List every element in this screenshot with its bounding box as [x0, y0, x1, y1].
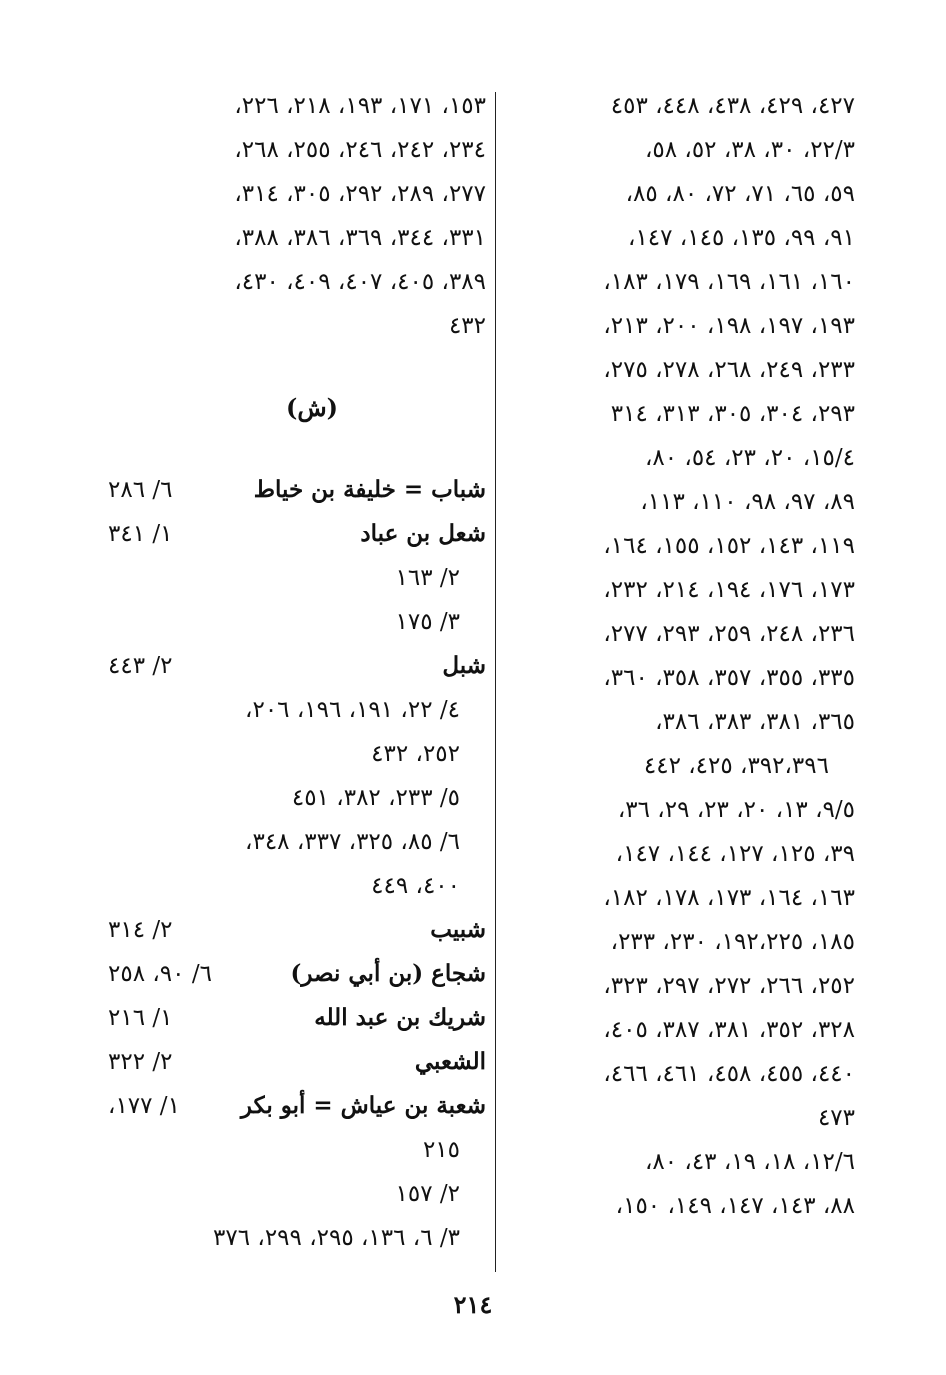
index-entry	[108, 644, 486, 688]
index-line: ١٥/٤، ٢٠، ٢٣، ٥٤، ٨٠،	[644, 445, 855, 471]
entry-ref: ٦/ ٢٨٦	[108, 477, 173, 503]
index-line: ٥٩، ٦٥، ٧١، ٧٢، ٨٠، ٨٥،	[625, 181, 855, 207]
index-line: ٣٢٨، ٣٥٢، ٣٨١، ٣٨٧، ٤٠٥،	[603, 1017, 855, 1043]
index-line: ٢٥٢، ٤٣٢	[371, 741, 460, 767]
index-line: ٣/ ٦، ١٣٦، ٢٩٥، ٢٩٩، ٣٧٦	[213, 1225, 460, 1251]
index-line: ٦/ ٨٥، ٣٢٥، ٣٣٧، ٣٤٨،	[245, 829, 460, 855]
entry-ref: ٢/ ٤٤٣	[108, 653, 173, 679]
section-heading: (ش)	[285, 393, 338, 422]
entry-name: شعل بن عباد	[360, 520, 486, 547]
index-line: ١١٩، ١٤٣، ١٥٢، ١٥٥، ١٦٤،	[603, 533, 855, 559]
index-line: ١٧٣، ١٧٦، ١٩٤، ٢١٤، ٢٣٢،	[603, 577, 855, 603]
index-entry	[108, 908, 486, 952]
index-line: ٤/ ٢٢، ١٩١، ١٩٦، ٢٠٦،	[245, 697, 460, 723]
right-column	[503, 84, 855, 1228]
entry-name: شعبة بن عياش = أبو بكر	[240, 1092, 486, 1119]
left-column	[108, 84, 486, 1260]
index-line: ٣٩٢،٣٩٦، ٤٢٥، ٤٤٢	[643, 753, 829, 779]
index-line: ١٩٣، ١٩٧، ١٩٨، ٢٠٠، ٢١٣،	[603, 313, 855, 339]
entry-name: شجاع (بن أبي نصر)	[290, 960, 486, 987]
index-line: ٨٩، ٩٧، ٩٨، ١١٠، ١١٣،	[640, 489, 855, 515]
page-number: ٢١٤	[453, 1290, 493, 1319]
entry-ref: ٢/ ٣٢٢	[108, 1049, 173, 1075]
index-line: ٣٣١، ٣٤٤، ٣٦٩، ٣٨٦، ٣٨٨،	[234, 225, 486, 251]
index-line: ٢٧٧، ٢٨٩، ٢٩٢، ٣٠٥، ٣١٤،	[234, 181, 486, 207]
index-line: ٣٦٥، ٣٨١، ٣٨٣، ٣٨٦،	[655, 709, 855, 735]
index-line: ٥/ ٢٣٣، ٣٨٢، ٤٥١	[291, 785, 460, 811]
index-entry	[108, 468, 486, 512]
index-line: ١٦٠، ١٦١، ١٦٩، ١٧٩، ١٨٣،	[603, 269, 855, 295]
index-line: ١٥٣، ١٧١، ١٩٣، ٢١٨، ٢٢٦،	[234, 93, 486, 119]
entry-ref: ٢/ ٣١٤	[108, 917, 173, 943]
index-line: ٣٣٥، ٣٥٥، ٣٥٧، ٣٥٨، ٣٦٠،	[603, 665, 855, 691]
entry-name: شريك بن عبد الله	[314, 1004, 486, 1031]
index-line: ٤٤٠، ٤٥٥، ٤٥٨، ٤٦١، ٤٦٦،	[603, 1061, 855, 1087]
index-line: ٢/ ١٥٧	[395, 1181, 460, 1207]
index-line: ١٨٥، ١٩٢،٢٢٥، ٢٣٠، ٢٣٣،	[610, 929, 855, 955]
index-line: ٤٠٠، ٤٤٩	[371, 873, 460, 899]
index-line: ٤٧٣	[817, 1105, 855, 1131]
entry-name: الشعبي	[414, 1048, 486, 1075]
index-line: ٢٩٣، ٣٠٤، ٣٠٥، ٣١٣، ٣١٤	[610, 401, 855, 427]
index-entry	[108, 952, 486, 996]
index-line: ٤٣٢	[448, 313, 486, 339]
index-line: ٢٢/٣، ٣٠، ٣٨، ٥٢، ٥٨،	[644, 137, 855, 163]
index-line: ٩١، ٩٩، ١٣٥، ١٤٥، ١٤٧،	[628, 225, 855, 251]
entry-name: شباب = خليفة بن خياط	[253, 476, 486, 503]
index-entry	[108, 1084, 486, 1128]
index-line: ٢٥٢، ٢٦٦، ٢٧٢، ٢٩٧، ٣٢٣،	[603, 973, 855, 999]
entry-name: شبل	[442, 652, 486, 679]
entry-ref: ١/ ٣٤١	[108, 521, 173, 547]
index-line: ٢١٥	[422, 1137, 460, 1163]
entry-ref: ١/ ١٧٧،	[108, 1093, 180, 1119]
index-line: ٢٣٤، ٢٤٢، ٢٤٦، ٢٥٥، ٢٦٨،	[234, 137, 486, 163]
index-line: ٨٨، ١٤٣، ١٤٧، ١٤٩، ١٥٠،	[615, 1193, 855, 1219]
index-line: ١٢/٦، ١٨، ١٩، ٤٣، ٨٠،	[644, 1149, 855, 1175]
index-entry	[108, 512, 486, 556]
index-line: ٤٢٧، ٤٢٩، ٤٣٨، ٤٤٨، ٤٥٣	[610, 93, 855, 119]
entry-ref: ١/ ٢١٦	[108, 1005, 173, 1031]
index-entry	[108, 1040, 486, 1084]
index-line: ٣/ ١٧٥	[395, 609, 460, 635]
column-divider	[495, 92, 496, 1272]
index-line: ٩/٥، ١٣، ٢٠، ٢٣، ٢٩، ٣٦،	[617, 797, 855, 823]
index-line: ١٦٣، ١٦٤، ١٧٣، ١٧٨، ١٨٢،	[603, 885, 855, 911]
index-entry	[108, 996, 486, 1040]
index-line: ٣٩، ١٢٥، ١٢٧، ١٤٤، ١٤٧،	[615, 841, 855, 867]
index-line: ٢/ ١٦٣	[395, 565, 460, 591]
index-line: ٢٣٣، ٢٤٩، ٢٦٨، ٢٧٨، ٢٧٥،	[603, 357, 855, 383]
index-line: ٣٨٩، ٤٠٥، ٤٠٧، ٤٠٩، ٤٣٠،	[234, 269, 486, 295]
entry-ref: ٦/ ٩٠، ٢٥٨	[108, 961, 212, 987]
index-line: ٢٣٦، ٢٤٨، ٢٥٩، ٢٩٣، ٢٧٧،	[603, 621, 855, 647]
entry-name: شبيب	[430, 916, 486, 943]
